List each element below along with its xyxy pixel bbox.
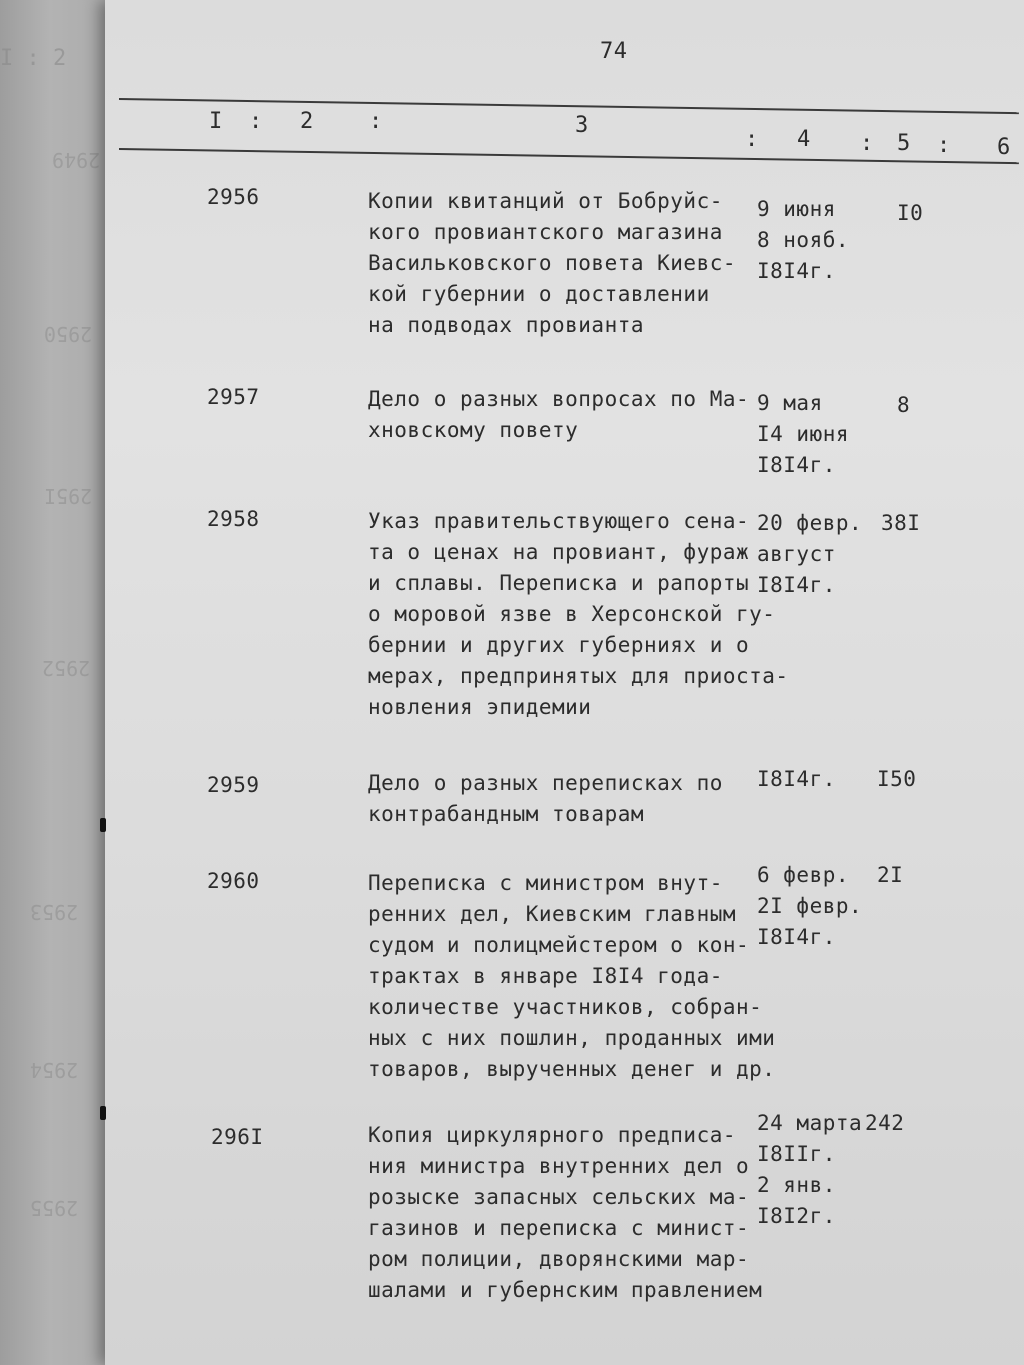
header-bottom-rule — [119, 148, 1019, 164]
entry-dates: 24 марта I8IIг. 2 янв. I8I2г. — [757, 1111, 863, 1228]
entry-pages: 242 — [865, 1111, 905, 1135]
column-header-2: 2 — [300, 109, 314, 134]
entry-number: 2956 — [207, 185, 260, 209]
entry-dates: 9 мая I4 июня I8I4г. — [757, 391, 850, 477]
entry-dates: 6 февр. 2I февр. I8I4г. — [757, 863, 863, 949]
entry-pages: I50 — [877, 767, 917, 791]
page-number: 74 — [600, 39, 628, 64]
column-separator: : — [860, 131, 874, 156]
entry-dates: 9 июня 8 нояб. I8I4г. — [757, 197, 850, 283]
underlying-number: 2952 — [42, 656, 91, 680]
entry-dates: 20 февр. август I8I4г. — [757, 511, 863, 597]
underlying-header-fragment: I : 2 — [0, 46, 67, 71]
entry-pages: 8 — [897, 393, 911, 417]
column-separator: : — [369, 109, 383, 134]
column-header-6: 6 — [997, 135, 1011, 160]
entry-pages: 38I — [881, 511, 921, 535]
column-separator: : — [249, 109, 263, 134]
column-separator: : — [937, 133, 951, 158]
underlying-number: 2955 — [30, 1196, 79, 1220]
page-edge-mark — [100, 818, 106, 832]
entry-number: 296I — [211, 1125, 264, 1149]
entry-description: Копии квитанций от Бобруйс- кого провиантского магазина Васильковского повета Киевс- кой губернии о доставлении на подводах провианта — [368, 189, 737, 337]
underlying-number: 295I — [44, 484, 93, 508]
column-separator: : — [745, 127, 759, 152]
entry-number: 2959 — [207, 773, 260, 797]
entry-pages: I0 — [897, 201, 924, 225]
underlying-number: 2949 — [52, 148, 101, 172]
entry-description: Дело о разных переписках по контрабандным товарам — [368, 771, 723, 826]
column-header-1: I — [209, 109, 223, 134]
entry-number: 2958 — [207, 507, 260, 531]
column-header-3: 3 — [575, 113, 589, 138]
entry-pages: 2I — [877, 863, 904, 887]
entry-number: 2960 — [207, 869, 260, 893]
page-edge-mark — [100, 1106, 106, 1120]
underlying-number: 2954 — [30, 1058, 79, 1082]
document-page — [105, 0, 1024, 1365]
entry-description: Указ правительствующего сена- та о ценах на провиант, фураж и сплавы. Переписка и рапорты о моровой язве в Херсонской гу- бернии и других губерниях и о мерах, предпринятых для приоста- новления эпидемии — [368, 509, 789, 719]
entry-number: 2957 — [207, 385, 260, 409]
underlying-number: 2953 — [30, 900, 79, 924]
underlying-number: 2950 — [44, 322, 93, 346]
column-header-5: 5 — [897, 131, 911, 156]
entry-dates: I8I4г. — [757, 767, 836, 791]
entry-description: Переписка с министром внут- ренних дел, Киевским главным судом и полицмейстером о кон- трактах в январе I8I4 года- количестве участников, собран- ных с них пошлин, проданных ими товаров, вырученных денег и др. — [368, 871, 776, 1081]
entry-description: Копия циркулярного предписа- ния министра внутренних дел о розыске запасных сельских ма- газинов и переписка с минист- ром полиции, дворянскими мар- шалами и губернским правлением — [368, 1123, 763, 1302]
entry-description: Дело о разных вопросах по Ма- хновскому повету — [368, 387, 750, 442]
column-header-4: 4 — [797, 127, 811, 152]
